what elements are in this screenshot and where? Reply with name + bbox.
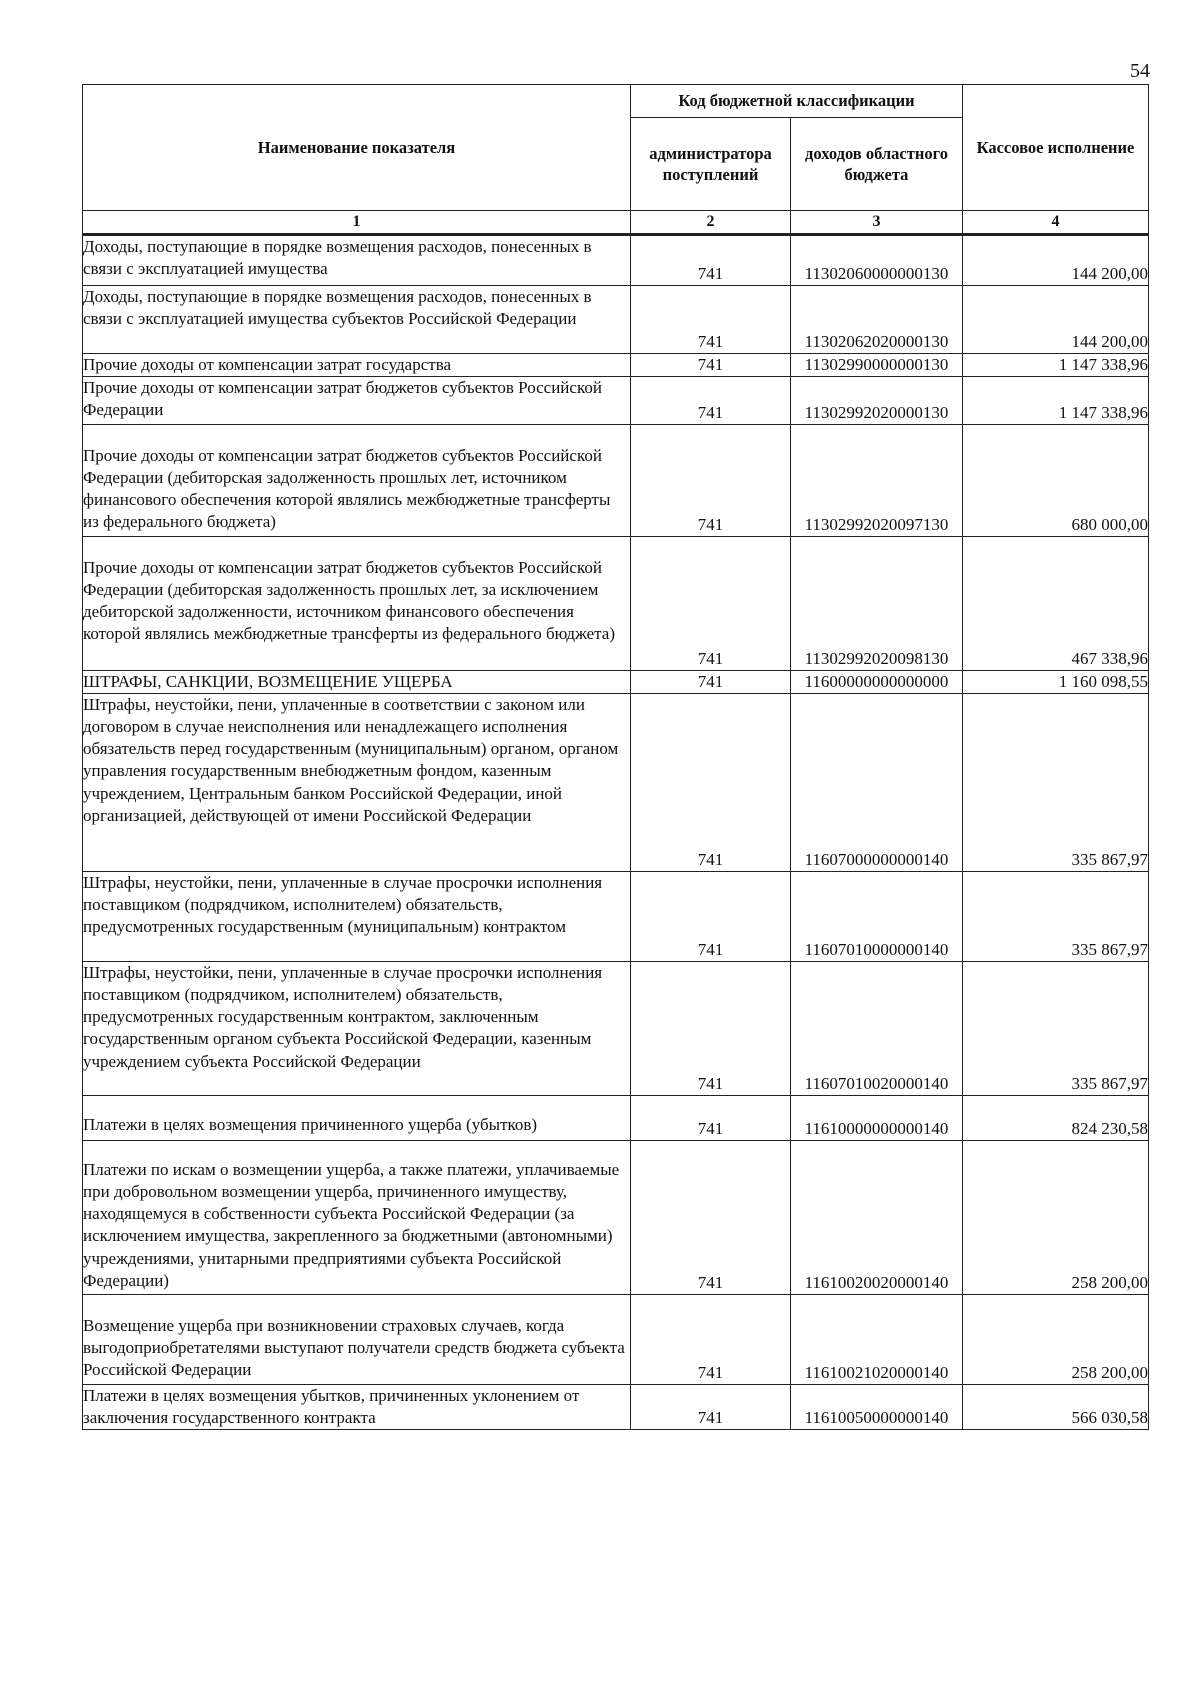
administrator-code: 741 bbox=[631, 872, 791, 962]
administrator-code: 741 bbox=[631, 354, 791, 377]
revenue-code: 11610021020000140 bbox=[791, 1295, 963, 1385]
indicator-name-text: Платежи в целях возмещения убытков, причиненных уклонением от заключения государственного контракта bbox=[83, 1386, 580, 1428]
table-row bbox=[83, 694, 1149, 872]
cash-execution-amount: 335 867,97 bbox=[963, 962, 1149, 1096]
indicator-name bbox=[83, 1385, 631, 1430]
indicator-name bbox=[83, 962, 631, 1096]
cash-execution-amount: 144 200,00 bbox=[963, 235, 1149, 286]
administrator-code: 741 bbox=[631, 1141, 791, 1295]
indicator-name bbox=[83, 1096, 631, 1141]
administrator-code: 741 bbox=[631, 671, 791, 694]
header-revenue-code: доходов областного бюджета bbox=[791, 118, 963, 211]
cash-execution-amount: 566 030,58 bbox=[963, 1385, 1149, 1430]
indicator-name bbox=[83, 235, 631, 286]
indicator-name bbox=[83, 671, 631, 694]
table-row bbox=[83, 354, 1149, 377]
revenue-code: 11607000000000140 bbox=[791, 694, 963, 872]
header-cash-execution: Кассовое исполнение bbox=[963, 85, 1149, 211]
indicator-name-text: Прочие доходы от компенсации затрат государства bbox=[83, 355, 452, 374]
column-number-1: 1 bbox=[83, 211, 631, 235]
indicator-name bbox=[83, 537, 631, 671]
administrator-code: 741 bbox=[631, 235, 791, 286]
administrator-code: 741 bbox=[631, 1096, 791, 1141]
indicator-name bbox=[83, 694, 631, 872]
administrator-code: 741 bbox=[631, 286, 791, 354]
administrator-code: 741 bbox=[631, 1385, 791, 1430]
indicator-name-text: Доходы, поступающие в порядке возмещения расходов, понесенных в связи с эксплуатацией имущества субъектов Российской Федерации bbox=[83, 287, 592, 329]
revenue-code: 11302060000000130 bbox=[791, 235, 963, 286]
revenue-code: 11610000000000140 bbox=[791, 1096, 963, 1141]
indicator-name bbox=[83, 377, 631, 425]
administrator-code: 741 bbox=[631, 694, 791, 872]
revenue-code: 11607010000000140 bbox=[791, 872, 963, 962]
cash-execution-amount: 335 867,97 bbox=[963, 872, 1149, 962]
administrator-code: 741 bbox=[631, 537, 791, 671]
header-administrator: администратора поступлений bbox=[631, 118, 791, 211]
table-row bbox=[83, 235, 1149, 286]
cash-execution-amount: 824 230,58 bbox=[963, 1096, 1149, 1141]
column-number-4: 4 bbox=[963, 211, 1149, 235]
cash-execution-amount: 258 200,00 bbox=[963, 1141, 1149, 1295]
cash-execution-amount: 144 200,00 bbox=[963, 286, 1149, 354]
table-row bbox=[83, 1096, 1149, 1141]
table-row bbox=[83, 1295, 1149, 1385]
cash-execution-amount: 1 147 338,96 bbox=[963, 354, 1149, 377]
indicator-name-text: Платежи по искам о возмещении ущерба, а также платежи, уплачиваемые при добровольном возмещении ущерба, причиненного имуществу, находящемуся в собственности субъекта Российской Федерации (за исключением имущества, закрепленного за бюджетными (автономными) учреждениями, унитарными предприятиями субъекта Российской Федерации) bbox=[83, 1160, 620, 1290]
administrator-code: 741 bbox=[631, 1295, 791, 1385]
indicator-name-text: Штрафы, неустойки, пени, уплаченные в случае просрочки исполнения поставщиком (подрядчиком, исполнителем) обязательств, предусмотренных государственным (муниципальным) контрактом bbox=[83, 873, 603, 937]
revenue-code: 11302992020097130 bbox=[791, 425, 963, 537]
indicator-name bbox=[83, 354, 631, 377]
header-budget-classification: Код бюджетной классификации bbox=[631, 85, 963, 118]
table-row bbox=[83, 537, 1149, 671]
cash-execution-amount: 467 338,96 bbox=[963, 537, 1149, 671]
revenue-code: 11607010020000140 bbox=[791, 962, 963, 1096]
revenue-code: 11302990000000130 bbox=[791, 354, 963, 377]
cash-execution-amount: 680 000,00 bbox=[963, 425, 1149, 537]
revenue-code: 11610020020000140 bbox=[791, 1141, 963, 1295]
table-row bbox=[83, 286, 1149, 354]
indicator-name bbox=[83, 1141, 631, 1295]
table-row bbox=[83, 1385, 1149, 1430]
table-row bbox=[83, 1141, 1149, 1295]
administrator-code: 741 bbox=[631, 425, 791, 537]
cash-execution-amount: 258 200,00 bbox=[963, 1295, 1149, 1385]
indicator-name-text: Штрафы, неустойки, пени, уплаченные в соответствии с законом или договором в случае неисполнения или ненадлежащего исполнения обязательств перед государственным (муниципальным) органом, органом управления государственным внебюджетным фондом, казенным учреждением, Центральным банком Российской Федерации, иной организацией, действующей от имени Российской Федерации bbox=[83, 695, 619, 825]
indicator-name-text: Возмещение ущерба при возникновении страховых случаев, когда выгодоприобретателями выступают получатели средств бюджета субъекта Российской Федерации bbox=[83, 1316, 625, 1380]
table-row bbox=[83, 671, 1149, 694]
table-row bbox=[83, 377, 1149, 425]
indicator-name-text: Прочие доходы от компенсации затрат бюджетов субъектов Российской Федерации (дебиторская задолженность прошлых лет, за исключением дебиторской задолженности, источником финансового обеспечения которой являлись межбюджетные трансферты из федерального бюджета) bbox=[83, 558, 615, 644]
indicator-name bbox=[83, 872, 631, 962]
indicator-name-text: Доходы, поступающие в порядке возмещения расходов, понесенных в связи с эксплуатацией имущества bbox=[83, 237, 592, 279]
header-indicator-name: Наименование показателя bbox=[83, 85, 631, 211]
administrator-code: 741 bbox=[631, 962, 791, 1096]
administrator-code: 741 bbox=[631, 377, 791, 425]
indicator-name-text: Штрафы, неустойки, пени, уплаченные в случае просрочки исполнения поставщиком (подрядчиком, исполнителем) обязательств, предусмотренных государственным контрактом, заключенным государственным органом субъекта Российской Федерации, казенным учреждением субъекта Российской Федерации bbox=[83, 963, 603, 1071]
column-number-2: 2 bbox=[631, 211, 791, 235]
indicator-name-text: Платежи в целях возмещения причиненного ущерба (убытков) bbox=[83, 1115, 538, 1135]
revenue-code: 11600000000000000 bbox=[791, 671, 963, 694]
revenue-code: 11302992020000130 bbox=[791, 377, 963, 425]
indicator-name-text: Прочие доходы от компенсации затрат бюджетов субъектов Российской Федерации (дебиторская задолженность прошлых лет, источником финансового обеспечения которой являлись межбюджетные трансферты из федерального бюджета) bbox=[83, 446, 611, 532]
table-row bbox=[83, 962, 1149, 1096]
revenue-code: 11302062020000130 bbox=[791, 286, 963, 354]
indicator-name bbox=[83, 286, 631, 354]
table-row bbox=[83, 872, 1149, 962]
indicator-name bbox=[83, 1295, 631, 1385]
indicator-name-text: ШТРАФЫ, САНКЦИИ, ВОЗМЕЩЕНИЕ УЩЕРБА bbox=[83, 672, 453, 692]
table-body bbox=[83, 235, 1149, 1430]
cash-execution-amount: 335 867,97 bbox=[963, 694, 1149, 872]
cash-execution-amount: 1 160 098,55 bbox=[963, 671, 1149, 694]
indicator-name-text: Прочие доходы от компенсации затрат бюджетов субъектов Российской Федерации bbox=[83, 378, 602, 420]
revenue-code: 11610050000000140 bbox=[791, 1385, 963, 1430]
revenue-code: 11302992020098130 bbox=[791, 537, 963, 671]
table-row bbox=[83, 425, 1149, 537]
budget-revenue-table bbox=[82, 84, 1149, 1430]
page-number: 54 bbox=[1130, 60, 1150, 82]
indicator-name bbox=[83, 425, 631, 537]
cash-execution-amount: 1 147 338,96 bbox=[963, 377, 1149, 425]
column-number-3: 3 bbox=[791, 211, 963, 235]
